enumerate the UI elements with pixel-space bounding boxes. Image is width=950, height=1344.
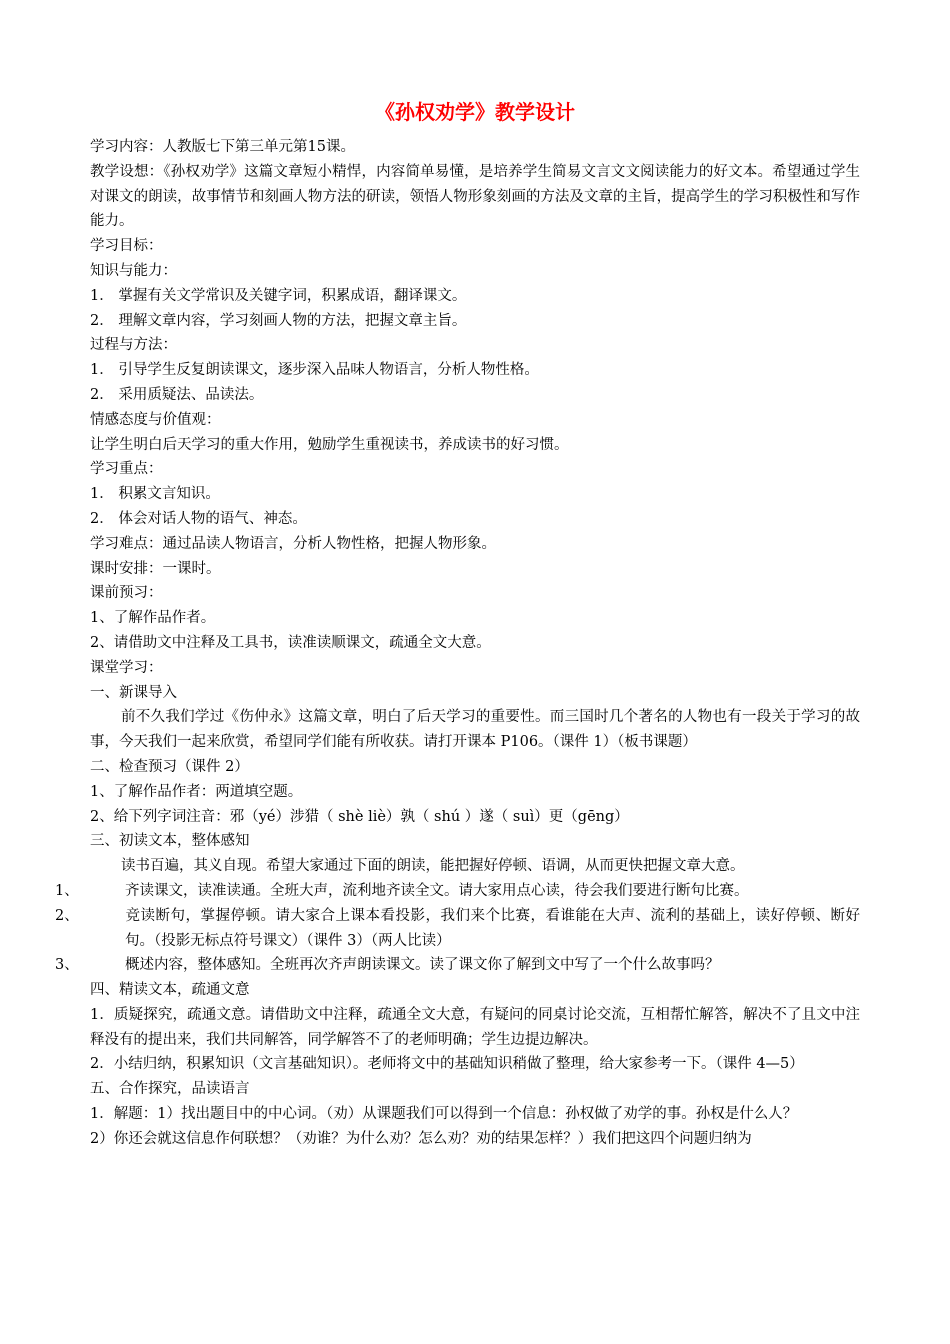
knowledge-item-2: 2． 理解文章内容，学习刻画人物的方法，把握文章主旨。 <box>90 312 467 329</box>
close-reading-item-1: 1．质疑探究，疏通文意。请借助文中注释，疏通全文大意，有疑问的同桌讨论交流，互相帮忙解答，解决不了且文中注释没有的提出来，我们共同解答，同学解答不了的老师明确；学生边提边解决。 <box>90 1006 860 1048</box>
check-item-2: 2、给下列字词注音：邪（yé）涉猎（ shè liè）孰（ shú ）遂（ suì）更（gēng） <box>90 808 629 825</box>
section-4-heading: 四、精读文本，疏通文意 <box>90 982 250 999</box>
knowledge-ability-heading: 知识与能力： <box>90 262 177 279</box>
key-point-1: 1． 积累文言知识。 <box>90 486 220 503</box>
reading-intro-paragraph: 读书百遍，其义自现。希望大家通过下面的朗读，能把握好停顿、语调，从而更快把握文章大意。 <box>121 858 745 875</box>
association-line: 2）你还会就这信息作何联想？（劝谁？为什么劝？怎么劝？劝的结果怎样？）我们把这四个问题归纳为 <box>90 1130 752 1147</box>
key-points-heading: 学习重点： <box>90 461 163 478</box>
close-reading-item-2: 2．小结归纳，积累知识（文言基础知识）。老师将文中的基础知识稍做了整理，给大家参考一下。（课件 4—5） <box>90 1056 804 1073</box>
learning-goals-heading: 学习目标： <box>90 238 163 255</box>
reading-step-1 <box>55 879 860 904</box>
reading-step-3 <box>55 953 860 978</box>
section-1-heading: 一、新课导入 <box>90 684 177 701</box>
difficulty-line: 学习难点：通过品读人物语言，分析人物性格，把握人物形象。 <box>90 535 496 552</box>
preview-item-2: 2、请借助文中注释及工具书，读准读顺课文，疏通全文大意。 <box>90 634 491 651</box>
step-text: 齐读课文，读准读通。全班大声，流利地齐读全文。请大家用点心读，待会我们要进行断句比赛。 <box>125 882 749 899</box>
reading-step-2 <box>55 904 860 954</box>
process-item-2: 2． 采用质疑法、品读法。 <box>90 386 264 403</box>
step-number: 2、 <box>55 907 79 924</box>
section-5-heading: 五、合作探究，品读语言 <box>90 1081 250 1098</box>
key-point-2: 2． 体会对话人物的语气、神态。 <box>90 510 307 527</box>
process-item-1: 1． 引导学生反复朗读课文，逐步深入品味人物语言，分析人物性格。 <box>90 362 539 379</box>
section-3-heading: 三、初读文本，整体感知 <box>90 833 250 850</box>
step-text: 竞读断句，掌握停顿。请大家合上课本看投影，我们来个比赛，看谁能在大声、流利的基础上，读好停顿、断好句。（投影无标点符号课文）（课件 3）（两人比读） <box>125 907 860 949</box>
preview-heading: 课前预习： <box>90 585 163 602</box>
study-content-line: 学习内容：人教版七下第三单元第15课。 <box>90 139 355 155</box>
emotion-values-text: 让学生明白后天学习的重大作用，勉励学生重视读书，养成读书的好习惯。 <box>90 436 569 453</box>
classroom-heading: 课堂学习： <box>90 659 163 676</box>
page-title: 《孙权劝学》教学设计 <box>375 100 575 124</box>
teaching-idea-paragraph: 教学设想：《孙权劝学》这篇文章短小精悍，内容简单易懂，是培养学生简易文言文文阅读能力的好文本。希望通过学生对课文的朗读，故事情节和刻画人物方法的研读，领悟人物形象刻画的方法及文章的主旨，提高学生的学习积极性和写作能力。 <box>90 163 860 230</box>
check-item-1: 1、了解作品作者：两道填空题。 <box>90 783 303 800</box>
schedule-line: 课时安排：一课时。 <box>90 560 221 577</box>
section-2-heading: 二、检查预习（课件 2） <box>90 758 249 775</box>
document-body <box>55 135 860 1152</box>
knowledge-item-1: 1． 掌握有关文学常识及关键字词，积累成语，翻译课文。 <box>90 287 467 304</box>
process-method-heading: 过程与方法： <box>90 337 177 354</box>
step-number: 1、 <box>55 882 79 899</box>
introduction-paragraph: 前不久我们学过《伤仲永》这篇文章，明白了后天学习的重要性。而三国时几个著名的人物也有一段关于学习的故事，今天我们一起来欣赏，希望同学们能有所收获。请打开课本 P106。（课件 1）（板书课题） <box>90 709 860 751</box>
title-analysis-paragraph: 1．解题：1）找出题目中的中心词。（劝）从课题我们可以得到一个信息：孙权做了劝学的事。孙权是什么人？ <box>90 1106 798 1123</box>
preview-item-1: 1、了解作品作者。 <box>90 610 216 627</box>
step-number: 3、 <box>55 957 79 974</box>
emotion-values-heading: 情感态度与价值观： <box>90 411 221 428</box>
step-text: 概述内容，整体感知。全班再次齐声朗读课文。读了课文你了解到文中写了一个什么故事吗？ <box>125 957 720 974</box>
